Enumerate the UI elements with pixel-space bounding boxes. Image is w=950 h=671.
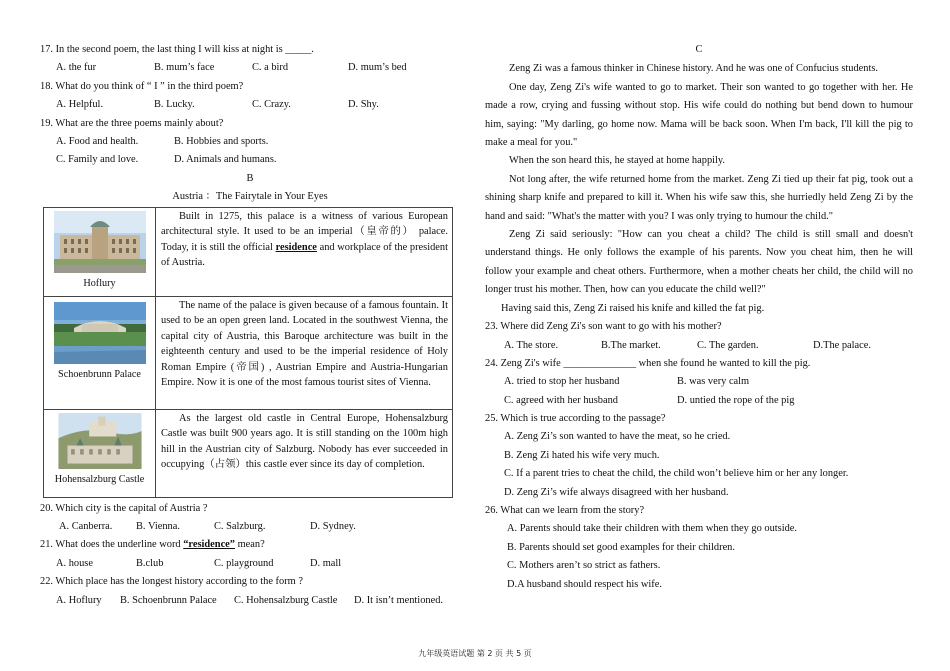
palace-description — [156, 409, 453, 497]
option-b[interactable]: B. Vienna. — [136, 521, 180, 532]
question-22: 22. Which place has the longest history according to the form ? — [40, 576, 303, 588]
right-column — [485, 41, 913, 594]
option-b[interactable]: B. Parents should set good examples for their children. — [507, 541, 735, 553]
option-a[interactable]: A. The store. — [504, 339, 559, 351]
option-b[interactable]: B. Lucky. — [154, 99, 195, 111]
option-c[interactable]: C. The garden. — [697, 339, 759, 351]
table-row — [44, 296, 453, 409]
option-b[interactable]: B. Hobbies and sports. — [174, 136, 269, 147]
question-20-options — [56, 518, 460, 536]
question-19-options-row1 — [56, 133, 460, 151]
table-row — [44, 207, 453, 296]
palace-description — [156, 207, 453, 296]
question-18: 18. What do you think of “ I ” in the third poem? — [40, 80, 244, 92]
description-text: and workplace of the president of Austria. — [161, 241, 448, 269]
palace-name: Hoflury — [83, 277, 116, 289]
option-c[interactable]: C. Crazy. — [252, 99, 291, 111]
description-text: As the largest old castle in Central Europe, Hohensalzburg Castle was built 900 years ago. It is still standing on the 100m high hill in the Austrian city of Salzburg. Nobody has ever succeeded in occupying（占领）this castle ever since its day of completion. — [161, 412, 448, 471]
question-21 — [40, 536, 460, 554]
option-a[interactable]: A. house — [56, 557, 93, 569]
question-17-options — [56, 59, 460, 77]
option-c[interactable]: C. a bird — [252, 62, 289, 74]
left-column — [40, 41, 460, 610]
option-b[interactable]: B. was very calm — [677, 376, 750, 388]
question-23-options — [501, 337, 913, 355]
option-c[interactable]: C. Salzburg. — [214, 521, 266, 532]
palace-name: Schoenbrunn Palace — [58, 368, 141, 380]
option-d[interactable]: D. untied the rope of the pig — [677, 394, 795, 406]
question-18-options — [56, 96, 460, 114]
option-b[interactable]: B.club — [136, 557, 164, 569]
option-a[interactable]: A. Hoflury — [56, 594, 102, 606]
palace-description — [156, 296, 453, 409]
hofburg-photo — [54, 211, 146, 273]
option-d[interactable]: D. Sydney. — [310, 521, 356, 532]
residence-underlined-word: residence — [275, 241, 317, 253]
question-21-options — [56, 555, 460, 573]
option-d[interactable]: D. mum’s bed — [348, 62, 407, 74]
option-d[interactable]: D.A husband should respect his wife. — [507, 578, 662, 590]
schoenbrunn-photo — [54, 302, 146, 364]
question-26: 26. What can we learn from the story? — [485, 505, 645, 517]
option-b[interactable]: B. Zeng Zi hated his wife very much. — [504, 449, 660, 461]
option-c[interactable]: C. playground — [214, 557, 274, 569]
option-a[interactable]: A. tried to stop her husband — [504, 376, 620, 388]
question-19: 19. What are the three poems mainly about? — [40, 117, 224, 129]
question-text: mean? — [235, 539, 265, 551]
passage-paragraph: One day, Zeng Zi's wife wanted to go to market. Their son wanted to go together with her. He made a row, crying and fussing without stop. His wife could do nothing but bend down to humour him, saying: "My darling, go home now. Mama will be back soon. When I'm back, I'll kill the pig to make a meal for you." — [485, 81, 913, 149]
option-d[interactable]: D. mall — [310, 557, 342, 569]
question-19-options-row2 — [56, 151, 460, 169]
option-b[interactable]: B. Schoenbrunn Palace — [120, 594, 217, 606]
description-text: The name of the palace is given because of a famous fountain. It used to be an open green land. Located in the southwest Vienna, the capital city of Austria, this Baroque architecture was built in the eighteenth century and used to be the imperial residence of Holy Roman Empire (帝国) , Austrian Empire and Austria-Hungarian Empire. Now it is one of the most famous tourist sites of Vienna. — [161, 299, 448, 389]
option-d[interactable]: D. Zeng Zi’s wife always disagreed with her husband. — [504, 486, 729, 498]
option-a[interactable]: A. Food and health. — [56, 136, 139, 147]
passage-paragraph: When the son heard this, he stayed at home happily. — [509, 155, 726, 167]
table-title: Austria ：The Fairytale in Your Eyes — [172, 191, 328, 203]
option-c[interactable]: C. If a parent tries to cheat the child, the child won’t believe him or her any longer. — [504, 468, 849, 480]
table-row — [44, 409, 453, 497]
option-c[interactable]: C. Mothers aren’t so strict as fathers. — [507, 560, 661, 572]
option-c[interactable]: C. agreed with her husband — [504, 394, 618, 406]
option-d[interactable]: D. Animals and humans. — [174, 154, 277, 166]
question-17: 17. In the second poem, the last thing I will kiss at night is _____. — [40, 44, 314, 55]
austria-table — [43, 207, 453, 498]
palace-cell — [44, 409, 156, 497]
hohensalzburg-photo — [54, 413, 146, 469]
section-b-heading: B — [246, 172, 254, 184]
option-d[interactable]: D. Shy. — [348, 99, 379, 111]
option-a[interactable]: A. Zeng Zi’s son wanted to have the meat, so he cried. — [504, 431, 731, 443]
description-text: Built in 1275, this palace is a witness of various European architectural style. It used to be an imperial（皇帝的） palace. Today, it is still the official — [161, 210, 448, 253]
residence-underlined-word: “residence” — [183, 539, 235, 551]
option-b[interactable]: B. mum’s face — [154, 62, 215, 74]
passage-paragraph: Zeng Zi was a famous thinker in Chinese history. And he was one of Confucius students. — [509, 63, 878, 75]
question-20: 20. Which city is the capital of Austria ? — [40, 502, 208, 514]
question-22-options — [56, 592, 460, 610]
question-23: 23. Where did Zeng Zi's son want to go with his mother? — [485, 321, 722, 333]
palace-cell — [44, 296, 156, 409]
palace-name: Hohensalzburg Castle — [54, 473, 145, 485]
question-24-options-row2 — [501, 392, 913, 410]
option-d[interactable]: D.The palace. — [813, 339, 871, 351]
option-c[interactable]: C. Hohensalzburg Castle — [234, 594, 338, 606]
passage-paragraph: Not long after, the wife returned home from the market. Zeng Zi tied up their fat pig, took out a shining sharp knife and prepared to kill it. When his wife saw this, she hurriedly held Zeng Zi by the hand and said: "What's the matter with you? I was only trying to humour the child." — [485, 173, 913, 222]
question-text: 21. What does the underline word — [40, 539, 184, 551]
option-a[interactable]: A. Parents should take their children with them when they go outside. — [507, 523, 798, 535]
option-d[interactable]: D. It isn’t mentioned. — [354, 594, 443, 606]
page-footer: 九年级英语试题 第 2 页 共 5 页 — [418, 649, 532, 658]
option-a[interactable]: A. Canberra. — [59, 521, 113, 532]
section-c-heading: C — [695, 44, 703, 55]
question-25: 25. Which is true according to the passage? — [485, 413, 666, 425]
option-b[interactable]: B.The market. — [601, 339, 661, 351]
palace-cell — [44, 207, 156, 296]
passage-paragraph: Having said this, Zeng Zi raised his knife and killed the fat pig. — [501, 302, 765, 314]
option-a[interactable]: A. the fur — [56, 62, 97, 74]
option-a[interactable]: A. Helpful. — [56, 99, 104, 111]
question-24-options-row1 — [501, 373, 913, 391]
question-24: 24. Zeng Zi's wife ______________ when she found he wanted to kill the pig. — [485, 357, 811, 369]
passage-paragraph: Zeng Zi said seriously: "How can you cheat a child? The child is still small and doesn't understand things. He only follows the example of his parents. Now you cheat him, then he will follow your example and cheat others. Furthermore, when a mother cheats her child, the child will no longer trust his mother. Then, how can you educate the child well?" — [485, 229, 913, 296]
option-c[interactable]: C. Family and love. — [56, 154, 139, 166]
